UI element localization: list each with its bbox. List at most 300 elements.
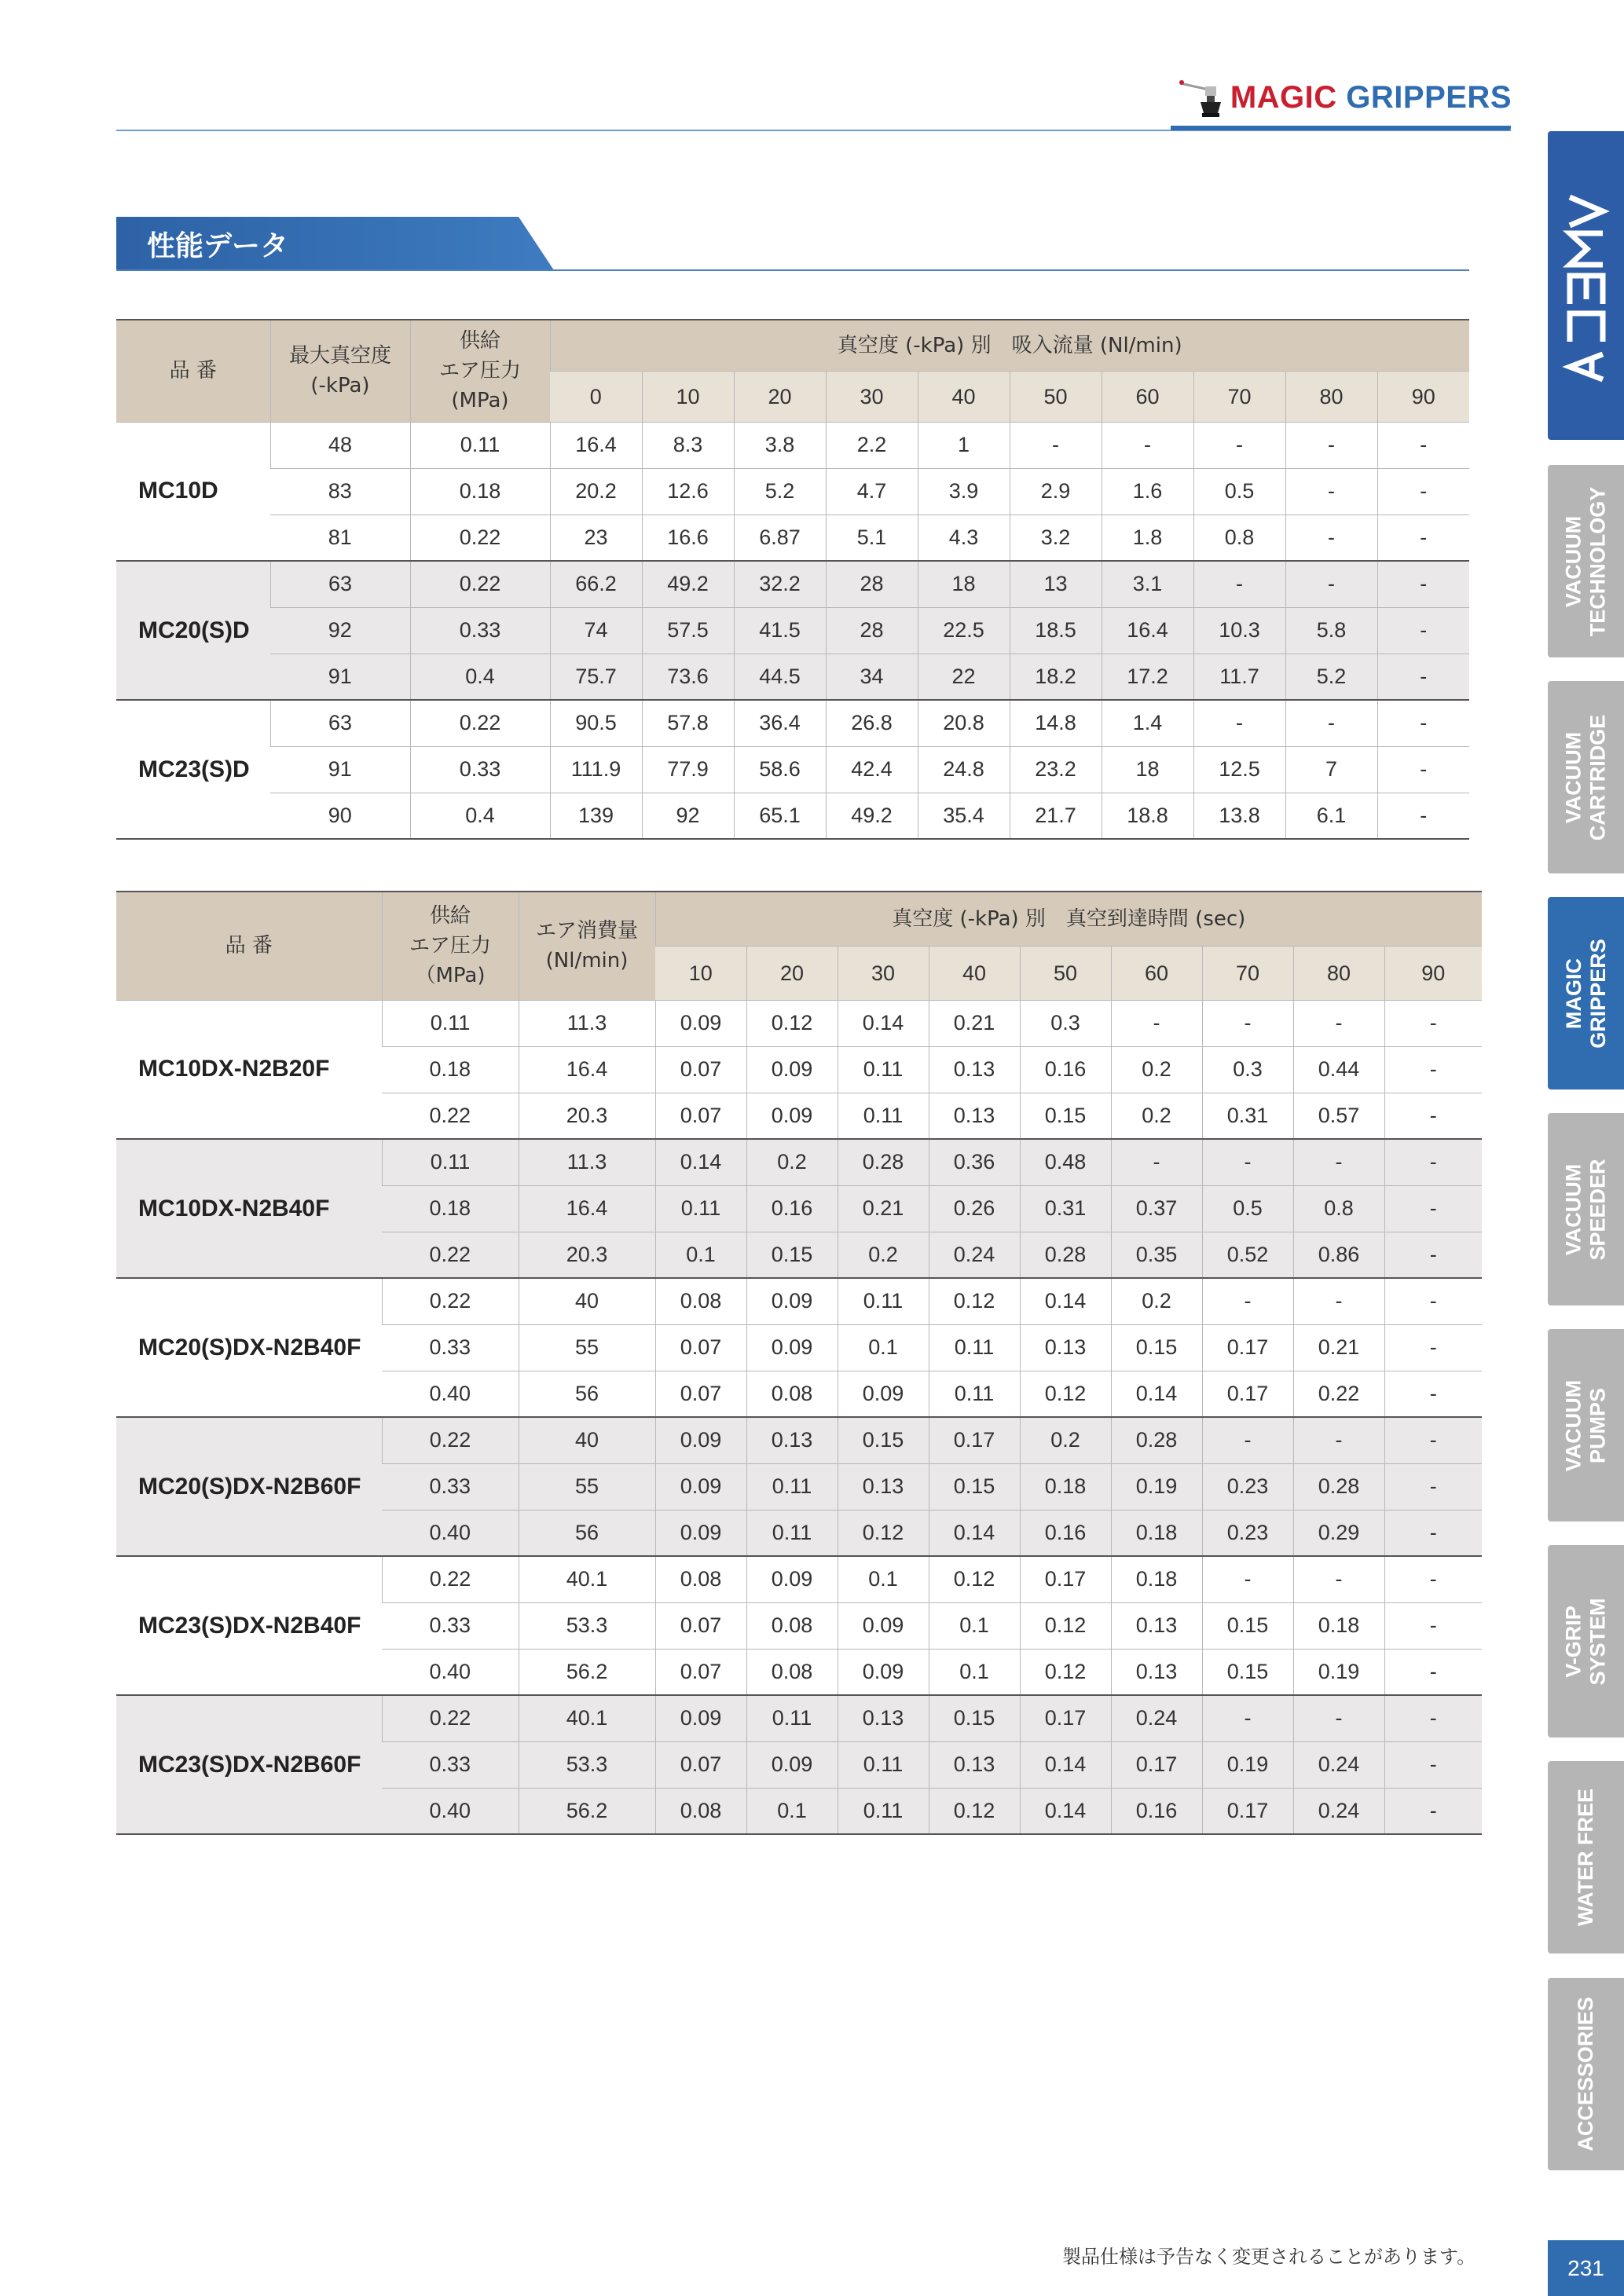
- table-cell: 48: [270, 422, 410, 468]
- table-cell: 0.15: [929, 1695, 1020, 1741]
- model-group: [116, 1139, 1482, 1278]
- table-cell: 0.23: [1202, 1463, 1293, 1510]
- table-cell: 0.12: [929, 1278, 1020, 1324]
- table-cell: -: [1384, 1602, 1482, 1649]
- table-cell: 0.12: [1020, 1371, 1111, 1417]
- table-cell: 16.4: [519, 1046, 655, 1093]
- table-cell: 0.13: [838, 1463, 929, 1510]
- header-rule-accent: [1171, 126, 1511, 130]
- side-tab-label-line1: VACUUM: [1561, 731, 1586, 823]
- table-cell: 0.12: [746, 1000, 838, 1046]
- table-cell: 3.1: [1102, 561, 1193, 607]
- table-cell: 0.08: [746, 1371, 838, 1417]
- side-tab-vacuum-pumps[interactable]: [1548, 1329, 1624, 1522]
- table-cell: 0.13: [838, 1695, 929, 1741]
- table-cell: -: [1293, 1139, 1384, 1185]
- side-tab-label: [1574, 1789, 1598, 1926]
- table-row: [116, 700, 1469, 746]
- model-name: MC10DX-N2B20F: [116, 1000, 382, 1139]
- vmeca-logo-tab[interactable]: [1548, 131, 1624, 440]
- table-cell: -: [1377, 514, 1469, 561]
- table-cell: 0.17: [1111, 1741, 1202, 1788]
- table-cell: -: [1384, 1649, 1482, 1695]
- suction-flow-table: [116, 319, 1469, 840]
- table-row: [116, 422, 1469, 468]
- side-tab-label-line2: CARTRIDGE: [1586, 714, 1610, 840]
- table-cell: 7: [1285, 746, 1377, 793]
- table-cell: 0.16: [1020, 1510, 1111, 1556]
- table-cell: 58.6: [734, 746, 826, 793]
- table-cell: 18.8: [1102, 793, 1193, 839]
- side-tab-label-line1: V-GRIP: [1561, 1605, 1586, 1678]
- table-cell: 0.5: [1202, 1185, 1293, 1232]
- table-cell: 90: [270, 793, 410, 839]
- table-cell: 0.24: [929, 1232, 1020, 1278]
- header-supply-pressure: [382, 892, 519, 1000]
- header-time-group: 真空度 (-kPa) 別 真空到達時間 (sec): [655, 892, 1482, 946]
- table-cell: 0.12: [1020, 1649, 1111, 1695]
- table-cell: 0.14: [838, 1000, 929, 1046]
- model-group: [116, 1000, 1482, 1139]
- table-cell: 90.5: [550, 700, 642, 746]
- table-cell: 74: [550, 607, 642, 654]
- table-cell: 0.21: [838, 1185, 929, 1232]
- table-cell: 0.13: [746, 1417, 838, 1463]
- footer-note: 製品仕様は予告なく変更されることがあります。: [1062, 2246, 1476, 2268]
- table-cell: -: [1285, 700, 1377, 746]
- side-tab-label-line2: SPEEDER: [1586, 1158, 1610, 1261]
- table-cell: 5.1: [826, 514, 918, 561]
- side-tab-label: [1562, 714, 1611, 840]
- table-cell: 0.22: [410, 514, 550, 561]
- table-cell: 3.9: [918, 468, 1010, 514]
- table-cell: 22.5: [918, 607, 1010, 654]
- table-cell: 21.7: [1010, 793, 1102, 839]
- table-cell: 0.48: [1020, 1139, 1111, 1185]
- table-cell: 49.2: [642, 561, 734, 607]
- table-cell: 0.22: [1293, 1371, 1384, 1417]
- table-cell: 55: [519, 1324, 655, 1371]
- table-row: [116, 1417, 1482, 1463]
- model-name: MC23(S)D: [116, 700, 270, 839]
- table-row: [116, 1000, 1482, 1046]
- table-cell: 0.22: [382, 1695, 519, 1741]
- table-cell: 0.14: [929, 1510, 1020, 1556]
- side-tab-vacuum-technology[interactable]: [1548, 465, 1624, 657]
- table-cell: 0.4: [410, 654, 550, 700]
- table-cell: 0.24: [1293, 1741, 1384, 1788]
- table-cell: 0.22: [410, 700, 550, 746]
- table-cell: 0.8: [1293, 1185, 1384, 1232]
- table-cell: 0.19: [1293, 1649, 1384, 1695]
- table-cell: 0.1: [929, 1602, 1020, 1649]
- table-cell: 0.18: [410, 468, 550, 514]
- table-cell: 11.3: [519, 1000, 655, 1046]
- table-cell: 0.1: [746, 1788, 838, 1834]
- table-cell: 16.4: [1102, 607, 1193, 654]
- header-consumption-line1: エア消費量: [535, 919, 638, 943]
- header-max-vacuum-line1: 最大真空度: [288, 344, 391, 368]
- table-cell: 81: [270, 514, 410, 561]
- table-cell: 0.3: [1020, 1000, 1111, 1046]
- table-cell: 11.7: [1193, 654, 1285, 700]
- table-cell: 0.18: [1111, 1556, 1202, 1602]
- table-cell: -: [1285, 468, 1377, 514]
- table-cell: 0.11: [655, 1185, 746, 1232]
- table-cell: 0.09: [655, 1695, 746, 1741]
- table-cell: -: [1293, 1000, 1384, 1046]
- side-tab-label: [1562, 939, 1611, 1049]
- table-cell: 0.13: [1111, 1602, 1202, 1649]
- table-cell: -: [1384, 1000, 1482, 1046]
- table-cell: 0.1: [655, 1232, 746, 1278]
- table-cell: 0.11: [838, 1046, 929, 1093]
- table-cell: -: [1377, 746, 1469, 793]
- table-cell: 13.8: [1193, 793, 1285, 839]
- header-supply-line1: 供給: [459, 329, 500, 353]
- table-cell: -: [1384, 1417, 1482, 1463]
- table-cell: 0.11: [929, 1324, 1020, 1371]
- table-cell: -: [1293, 1695, 1384, 1741]
- vacuum-level-header: 40: [918, 371, 1010, 422]
- table-cell: -: [1384, 1278, 1482, 1324]
- table-cell: 0.40: [382, 1649, 519, 1695]
- table-cell: 0.08: [746, 1649, 838, 1695]
- table-cell: 18: [918, 561, 1010, 607]
- table-cell: 28: [826, 561, 918, 607]
- table-cell: 0.21: [929, 1000, 1020, 1046]
- table-cell: 0.22: [382, 1556, 519, 1602]
- table-cell: 0.11: [410, 422, 550, 468]
- table-cell: 0.14: [1020, 1741, 1111, 1788]
- table-cell: 41.5: [734, 607, 826, 654]
- table-cell: 0.31: [1020, 1185, 1111, 1232]
- table-cell: 139: [550, 793, 642, 839]
- table-cell: -: [1384, 1510, 1482, 1556]
- table-cell: 3.2: [1010, 514, 1102, 561]
- table-cell: 0.2: [746, 1139, 838, 1185]
- table-cell: 0.35: [1111, 1232, 1202, 1278]
- table-row: [116, 468, 1469, 514]
- table-cell: 28: [826, 607, 918, 654]
- table-cell: 0.26: [929, 1185, 1020, 1232]
- table-cell: 0.1: [838, 1324, 929, 1371]
- table-cell: 40.1: [519, 1556, 655, 1602]
- table-cell: 0.15: [1020, 1093, 1111, 1139]
- table-cell: 0.22: [410, 561, 550, 607]
- table-cell: 75.7: [550, 654, 642, 700]
- table-cell: 40.1: [519, 1695, 655, 1741]
- table-cell: 0.18: [1293, 1602, 1384, 1649]
- table-cell: 5.8: [1285, 607, 1377, 654]
- table-cell: -: [1384, 1371, 1482, 1417]
- table-cell: 24.8: [918, 746, 1010, 793]
- table-cell: 26.8: [826, 700, 918, 746]
- table-cell: 0.09: [746, 1093, 838, 1139]
- table-cell: 18: [1102, 746, 1193, 793]
- table-cell: 6.87: [734, 514, 826, 561]
- table-cell: 0.17: [1202, 1324, 1293, 1371]
- table-cell: -: [1384, 1185, 1482, 1232]
- table-cell: -: [1102, 422, 1193, 468]
- table-cell: -: [1384, 1093, 1482, 1139]
- vacuum-level-header: 50: [1010, 371, 1102, 422]
- table-cell: 0.09: [838, 1649, 929, 1695]
- model-name: MC20(S)DX-N2B60F: [116, 1417, 382, 1556]
- table-cell: -: [1377, 468, 1469, 514]
- side-tab-label-line1: VACUUM: [1561, 1163, 1586, 1255]
- table-cell: 17.2: [1102, 654, 1193, 700]
- table-cell: 0.21: [1293, 1324, 1384, 1371]
- vacuum-level-header: 70: [1193, 371, 1285, 422]
- table-cell: 0.09: [838, 1371, 929, 1417]
- table-cell: 0.2: [1111, 1093, 1202, 1139]
- table-cell: 0.33: [410, 607, 550, 654]
- table-cell: 0.11: [838, 1278, 929, 1324]
- table-cell: -: [1202, 1556, 1293, 1602]
- table-cell: 0.2: [838, 1232, 929, 1278]
- header-consumption-line2: (Nl/min): [545, 949, 629, 973]
- table-cell: 0.12: [1020, 1602, 1111, 1649]
- table-cell: 5.2: [734, 468, 826, 514]
- table-cell: 34: [826, 654, 918, 700]
- table-cell: 40: [519, 1417, 655, 1463]
- section-rule: [116, 269, 1469, 271]
- table-cell: 91: [270, 654, 410, 700]
- table-cell: 0.8: [1193, 514, 1285, 561]
- table-cell: 0.19: [1202, 1741, 1293, 1788]
- table-cell: -: [1377, 654, 1469, 700]
- table-cell: 42.4: [826, 746, 918, 793]
- gripper-logo-icon: [1177, 72, 1226, 119]
- table-cell: 0.07: [655, 1046, 746, 1093]
- table-cell: 0.14: [1020, 1788, 1111, 1834]
- table-cell: 0.16: [1111, 1788, 1202, 1834]
- header-max-vacuum: [270, 320, 410, 422]
- table-cell: -: [1193, 561, 1285, 607]
- table-cell: -: [1377, 422, 1469, 468]
- table-cell: 0.28: [1293, 1463, 1384, 1510]
- table-cell: 0.07: [655, 1093, 746, 1139]
- table-cell: 0.18: [382, 1185, 519, 1232]
- table-cell: 0.14: [655, 1139, 746, 1185]
- table-cell: -: [1293, 1556, 1384, 1602]
- table-cell: 0.07: [655, 1741, 746, 1788]
- vacuum-level-header: 80: [1293, 946, 1384, 1000]
- table-cell: 0.15: [1202, 1602, 1293, 1649]
- table-cell: -: [1293, 1278, 1384, 1324]
- table-cell: 0.09: [655, 1510, 746, 1556]
- table-cell: 53.3: [519, 1741, 655, 1788]
- table-cell: 0.13: [1111, 1649, 1202, 1695]
- brand-word-grippers: GRIPPERS: [1346, 80, 1512, 115]
- table-cell: -: [1285, 514, 1377, 561]
- table-cell: 0.22: [382, 1093, 519, 1139]
- side-tab-label: [1562, 486, 1611, 636]
- table-cell: 0.57: [1293, 1093, 1384, 1139]
- table-cell: 0.09: [746, 1741, 838, 1788]
- side-tab-label-line1: ACCESSORIES: [1574, 1997, 1598, 2151]
- table-cell: 56.2: [519, 1788, 655, 1834]
- model-name: MC10DX-N2B40F: [116, 1139, 382, 1278]
- side-tab-label: [1562, 1598, 1611, 1685]
- table-cell: 0.22: [382, 1417, 519, 1463]
- table-row: [116, 1139, 1482, 1185]
- table-cell: -: [1202, 1000, 1293, 1046]
- model-group: [116, 1278, 1482, 1417]
- table-cell: 0.2: [1111, 1046, 1202, 1093]
- table-cell: -: [1111, 1000, 1202, 1046]
- table-cell: 0.2: [1111, 1278, 1202, 1324]
- side-tab-label-line2: SYSTEM: [1586, 1597, 1610, 1686]
- table-cell: 0.17: [929, 1417, 1020, 1463]
- table-cell: 56.2: [519, 1649, 655, 1695]
- table-cell: -: [1384, 1324, 1482, 1371]
- table-cell: 91: [270, 746, 410, 793]
- table-cell: 0.16: [1020, 1046, 1111, 1093]
- table-cell: 0.24: [1111, 1695, 1202, 1741]
- table-cell: 0.14: [1020, 1278, 1111, 1324]
- model-group: [116, 1417, 1482, 1556]
- table-cell: 0.29: [1293, 1510, 1384, 1556]
- side-tab-v-grip-system[interactable]: [1548, 1545, 1624, 1738]
- table-cell: 0.24: [1293, 1788, 1384, 1834]
- header-max-vacuum-line2: (-kPa): [310, 374, 370, 398]
- vacuum-level-header: 10: [642, 371, 734, 422]
- vacuum-time-table: [116, 891, 1482, 1835]
- table-cell: 0.22: [382, 1278, 519, 1324]
- table-cell: -: [1377, 607, 1469, 654]
- table-cell: 0.28: [838, 1139, 929, 1185]
- table-cell: 32.2: [734, 561, 826, 607]
- model-name: MC10D: [116, 422, 270, 561]
- table-cell: 0.13: [929, 1093, 1020, 1139]
- table-cell: 56: [519, 1510, 655, 1556]
- table-cell: 14.8: [1010, 700, 1102, 746]
- table-cell: -: [1384, 1741, 1482, 1788]
- table-cell: 55: [519, 1463, 655, 1510]
- table-cell: 0.12: [929, 1788, 1020, 1834]
- table-cell: -: [1202, 1695, 1293, 1741]
- table-cell: 0.18: [382, 1046, 519, 1093]
- side-tab-label-line1: WATER FREE: [1574, 1789, 1597, 1926]
- table-cell: 0.18: [1111, 1510, 1202, 1556]
- vacuum-level-header: 60: [1111, 946, 1202, 1000]
- side-tab-label: [1574, 1997, 1598, 2151]
- table-cell: 20.8: [918, 700, 1010, 746]
- header-supply-line2: エア圧力: [438, 359, 521, 383]
- model-group: [116, 1695, 1482, 1834]
- side-tab-water-free[interactable]: [1548, 1761, 1624, 1954]
- header-supply-line1: 供給: [429, 904, 471, 928]
- table-cell: -: [1285, 422, 1377, 468]
- table-cell: 0.13: [1020, 1324, 1111, 1371]
- table-cell: 13: [1010, 561, 1102, 607]
- table-cell: -: [1202, 1139, 1293, 1185]
- table-cell: 0.11: [382, 1139, 519, 1185]
- table-cell: 16.4: [550, 422, 642, 468]
- side-tab-accessories[interactable]: [1548, 1978, 1624, 2170]
- table-cell: -: [1293, 1417, 1384, 1463]
- table-cell: 35.4: [918, 793, 1010, 839]
- table-cell: 0.15: [838, 1417, 929, 1463]
- table-cell: 0.17: [1202, 1371, 1293, 1417]
- table-cell: 1.6: [1102, 468, 1193, 514]
- table-cell: 0.09: [746, 1046, 838, 1093]
- table-cell: 0.09: [746, 1324, 838, 1371]
- table-cell: -: [1202, 1278, 1293, 1324]
- side-tab-label-line1: VACUUM: [1561, 1379, 1586, 1471]
- table-row: [116, 607, 1469, 654]
- header-model: 品 番: [116, 320, 270, 422]
- table-cell: -: [1111, 1139, 1202, 1185]
- table-cell: 0.12: [838, 1510, 929, 1556]
- table-row: [116, 1556, 1482, 1602]
- table-cell: 3.8: [734, 422, 826, 468]
- table-cell: 8.3: [642, 422, 734, 468]
- table-cell: 0.08: [655, 1788, 746, 1834]
- header-supply-line2: エア圧力: [409, 934, 491, 958]
- model-group: [116, 1556, 1482, 1695]
- table-cell: 0.33: [382, 1463, 519, 1510]
- table-cell: 16.4: [519, 1185, 655, 1232]
- table-cell: 0.19: [1111, 1463, 1202, 1510]
- header-supply-pressure: [410, 320, 550, 422]
- table-cell: 0.1: [838, 1556, 929, 1602]
- table-cell: 22: [918, 654, 1010, 700]
- header-model: 品 番: [116, 892, 382, 1000]
- table-cell: 0.15: [1111, 1324, 1202, 1371]
- table-cell: 1.8: [1102, 514, 1193, 561]
- table-cell: 2.9: [1010, 468, 1102, 514]
- table-cell: -: [1384, 1139, 1482, 1185]
- table-row: [116, 746, 1469, 793]
- table-cell: -: [1384, 1556, 1482, 1602]
- side-tab-vacuum-speeder[interactable]: [1548, 1113, 1624, 1305]
- table-cell: 77.9: [642, 746, 734, 793]
- page-number: 231: [1548, 2240, 1624, 2296]
- table-cell: 0.09: [838, 1602, 929, 1649]
- table-cell: 56: [519, 1371, 655, 1417]
- vacuum-level-header: 20: [746, 946, 838, 1000]
- table-cell: 0.11: [929, 1371, 1020, 1417]
- table-cell: 0.52: [1202, 1232, 1293, 1278]
- side-tab-vacuum-cartridge[interactable]: [1548, 681, 1624, 873]
- side-tab-label-line1: VACUUM: [1561, 515, 1586, 607]
- table-cell: -: [1010, 422, 1102, 468]
- table-cell: 10.3: [1193, 607, 1285, 654]
- table-cell: 12.5: [1193, 746, 1285, 793]
- table-cell: -: [1285, 561, 1377, 607]
- table-cell: 0.23: [1202, 1510, 1293, 1556]
- brand-word-magic: MAGIC: [1230, 80, 1337, 115]
- vacuum-level-header: 0: [550, 371, 642, 422]
- table-cell: 0.13: [929, 1046, 1020, 1093]
- table-cell: 0.16: [746, 1185, 838, 1232]
- table-cell: 0.09: [655, 1463, 746, 1510]
- model-name: MC20(S)DX-N2B40F: [116, 1278, 382, 1417]
- side-tab-magic-grippers[interactable]: [1548, 897, 1624, 1089]
- table-cell: 20.3: [519, 1232, 655, 1278]
- table-cell: 0.07: [655, 1649, 746, 1695]
- table-cell: 0.22: [382, 1232, 519, 1278]
- table-cell: 1.4: [1102, 700, 1193, 746]
- table-cell: 1: [918, 422, 1010, 468]
- table-cell: 83: [270, 468, 410, 514]
- table-cell: 23.2: [1010, 746, 1102, 793]
- table-cell: 0.13: [929, 1741, 1020, 1788]
- table-cell: 0.28: [1020, 1232, 1111, 1278]
